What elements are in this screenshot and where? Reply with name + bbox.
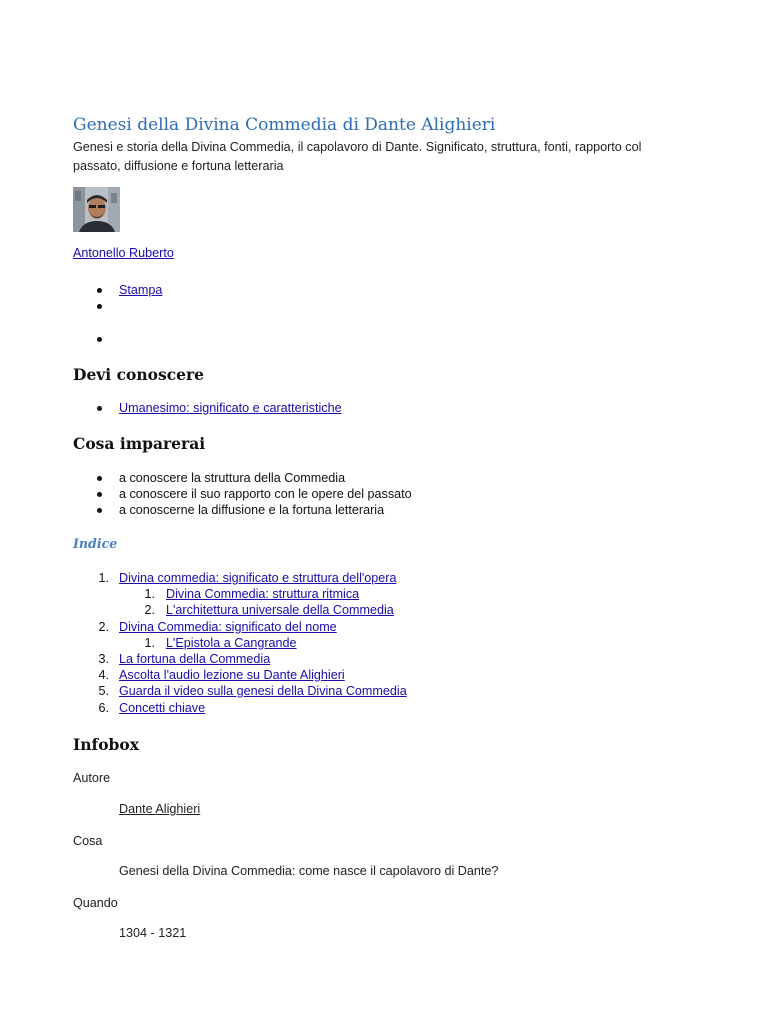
toc-item [73, 651, 407, 667]
page-subtitle: Genesi e storia della Divina Commedia, il capolavoro di Dante. Significato, struttura, fonti, rapporto col passato, diffusione e fortuna letteraria [73, 140, 642, 173]
toc-item [73, 700, 407, 716]
toc-item [73, 570, 407, 586]
toc-item-number: 4. [98, 668, 109, 683]
toc-link[interactable]: Divina commedia: significato e struttura dell'opera [119, 571, 397, 585]
learn-list [73, 470, 412, 518]
learn-item-text: a conoscere il suo rapporto con le opere del passato [119, 487, 412, 501]
infobox-author-link[interactable]: Dante Alighieri [119, 802, 201, 816]
toc-link[interactable]: Divina Commedia: significato del nome [119, 619, 337, 634]
toc-item [73, 683, 407, 699]
infobox-when-value: 1304 - 1321 [119, 926, 187, 940]
infobox-when-label: Quando [73, 896, 118, 910]
learn-heading: Cosa imparerai [73, 434, 206, 453]
toc-item [73, 635, 407, 651]
infobox-heading: Infobox [73, 735, 139, 754]
list-item [73, 470, 412, 486]
toc-item-number: 5. [98, 684, 109, 699]
toc-list [73, 570, 407, 716]
prerequisites-list [73, 400, 342, 416]
toc-item-number: 2. [98, 619, 109, 634]
toc-link[interactable]: Ascolta l'audio lezione su Dante Alighieri [119, 668, 345, 683]
toc-item-number: 3. [98, 651, 109, 666]
author-avatar[interactable] [73, 187, 120, 232]
list-item [73, 486, 412, 502]
learn-item-text: a conoscere la struttura della Commedia [119, 471, 346, 485]
toc-item-number: 1. [98, 571, 109, 585]
learn-item-text: a conoscerne la diffusione e la fortuna letteraria [119, 503, 385, 517]
action-item [73, 282, 162, 298]
action-item [73, 331, 162, 347]
toc-item-number: 6. [98, 700, 109, 715]
list-item [73, 502, 412, 518]
toc-item-number: 1. [144, 587, 155, 602]
infobox-author-label: Autore [73, 771, 111, 785]
article-actions [73, 282, 162, 347]
avatar-photo [73, 187, 120, 232]
toc-item [73, 619, 407, 635]
toc-item-number: 2. [144, 603, 155, 618]
toc-link[interactable]: Guarda il video sulla genesi della Divina Commedia [119, 684, 407, 699]
toc-link[interactable]: L'Epistola a Cangrande [166, 635, 297, 650]
toc-link[interactable]: L'architettura universale della Commedia [166, 603, 394, 618]
toc-item [73, 667, 407, 683]
toc-item-number: 1. [144, 635, 155, 650]
toc-heading: Indice [73, 536, 118, 551]
prerequisite-link[interactable]: Umanesimo: significato e caratteristiche [119, 401, 342, 415]
infobox-what-label: Cosa [73, 834, 103, 848]
print-link[interactable]: Stampa [119, 283, 163, 297]
toc-item [73, 602, 407, 618]
toc-link[interactable]: La fortuna della Commedia [119, 651, 271, 666]
infobox-what-value: Genesi della Divina Commedia: come nasce il capolavoro di Dante? [119, 864, 499, 878]
toc-link[interactable]: Concetti chiave [119, 700, 206, 715]
action-item [73, 298, 162, 331]
toc-link[interactable]: Divina Commedia: struttura ritmica [166, 587, 360, 602]
toc-item [73, 586, 407, 602]
list-item [73, 400, 342, 416]
author-link[interactable]: Antonello Ruberto [73, 246, 174, 260]
page-title: Genesi della Divina Commedia di Dante Alighieri [73, 115, 496, 135]
prerequisites-heading: Devi conoscere [73, 365, 205, 384]
